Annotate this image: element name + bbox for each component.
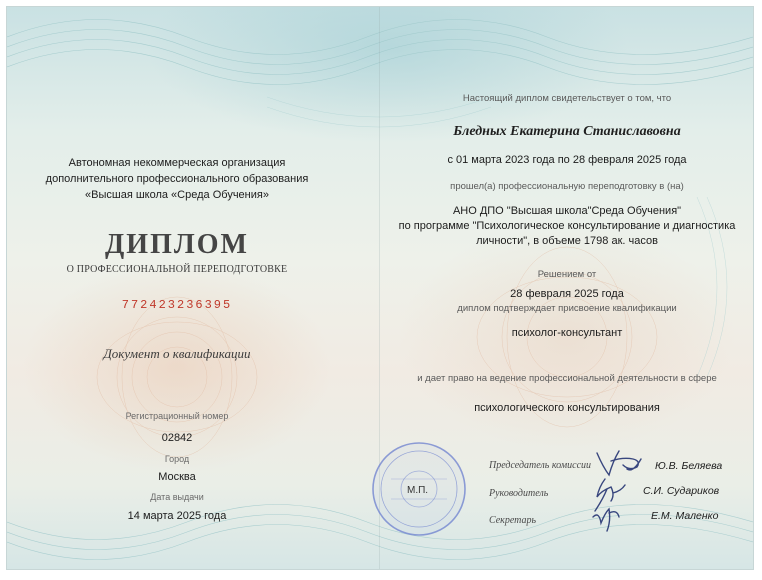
program-description: АНО ДПО "Высшая школа"Среда Обучения" по программе "Психологическое консультирование и диагностика личности", в объеме 1798 ак. часов (398, 205, 736, 247)
signature-role-secretary: Секретарь (489, 515, 537, 526)
issue-date: 14 марта 2025 года (127, 510, 227, 522)
intro-text: Настоящий диплом свидетельствует о том, что (462, 93, 672, 104)
study-period: с 01 марта 2023 года по 28 февраля 2025 года (447, 154, 687, 166)
qualification-value: психолог-консультант (511, 327, 623, 339)
signature-name-head: С.И. Судариков (643, 485, 720, 497)
signature-role-head: Руководитель (489, 488, 549, 499)
serial-number: 772423236395 (121, 298, 233, 312)
city-value: Москва (158, 471, 196, 483)
qualification-text: диплом подтверждает присвоение квалификации (457, 303, 677, 314)
passed-text: прошел(а) профессиональную переподготовку в (на) (450, 181, 684, 192)
diploma (6, 6, 754, 570)
reg-number-label: Регистрационный номер (125, 411, 229, 421)
decision-date: 28 февраля 2025 года (510, 288, 624, 300)
city-label: Город (164, 454, 190, 464)
decision-label: Решением от (537, 269, 597, 280)
issue-date-label: Дата выдачи (150, 492, 204, 502)
handwritten-signatures (567, 439, 657, 539)
reg-number: 02842 (161, 432, 193, 444)
organization-name: Автономная некоммерческая организация дополнительного профессионального образования «Высшая школа «Среда Обучения» (45, 157, 309, 201)
rights-text: и дает право на ведение профессиональной деятельности в сфере (417, 373, 717, 384)
diploma-title: ДИПЛОМ (105, 229, 249, 260)
document-type: Документ о квалификации (103, 346, 251, 361)
stamp-place-label: М.П. (407, 485, 429, 496)
field-value: психологического консультирования (474, 402, 660, 414)
signature-role-chair: Председатель комиссии (489, 460, 592, 471)
diploma-subtitle: О ПРОФЕССИОНАЛЬНОЙ ПЕРЕПОДГОТОВКЕ (66, 264, 288, 275)
signature-name-secretary: Е.М. Маленко (651, 510, 719, 522)
recipient-name: Бледных Екатерина Станиславовна (453, 124, 681, 139)
signature-name-chair: Ю.В. Беляева (655, 460, 723, 472)
